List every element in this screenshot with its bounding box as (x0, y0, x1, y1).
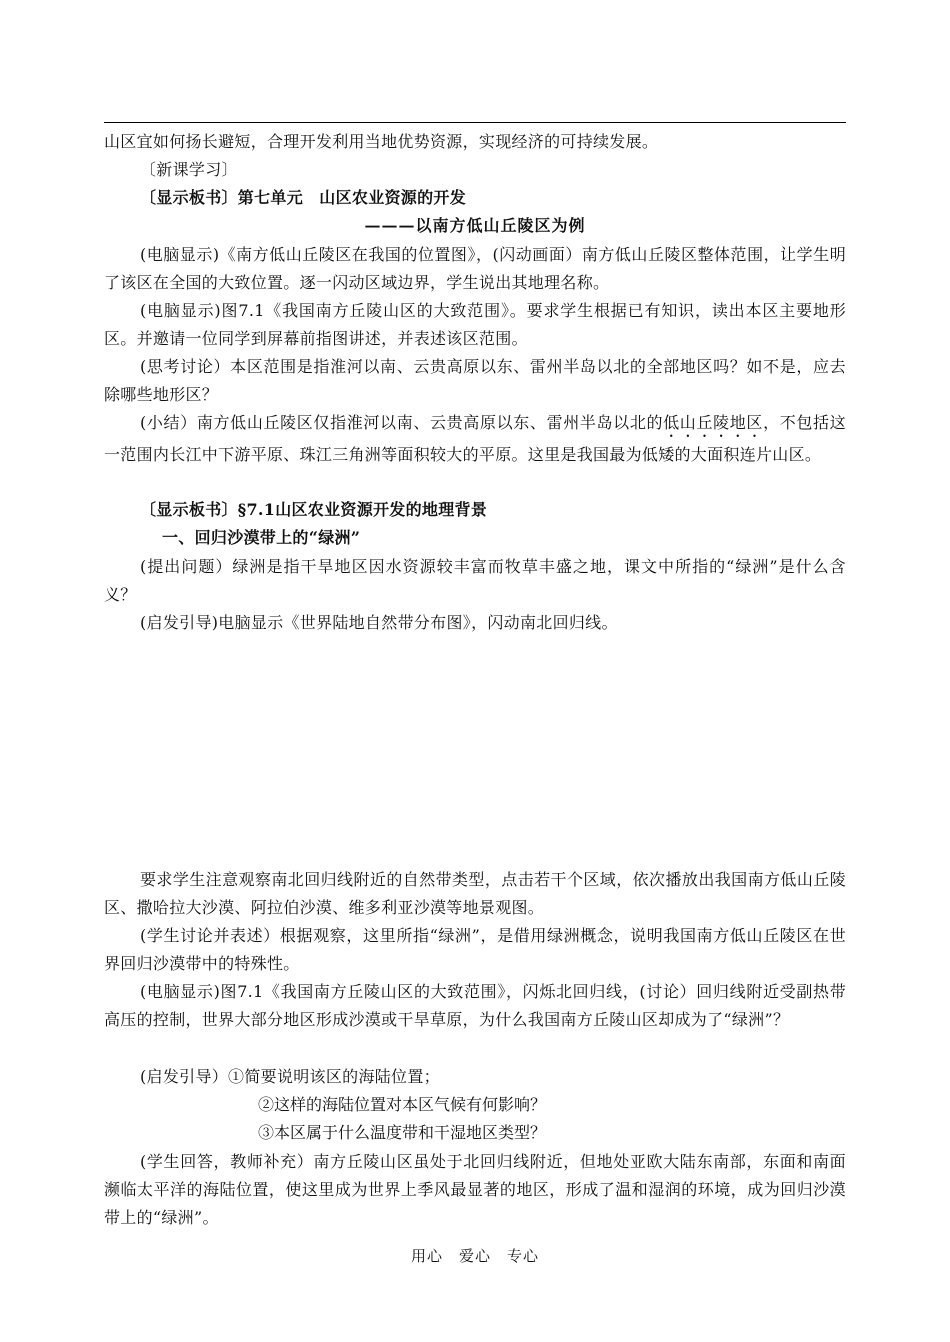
page-footer: 用心 爱心 专心 (410, 1247, 539, 1265)
paragraph-8: (学生讨论并表述）根据观察，这里所指“绿洲”，是借用绿洲概念，说明我国南方低山丘陵区在世界回归沙漠带中的特殊性。 (104, 926, 846, 973)
sub-heading: 一、回归沙漠带上的“绿洲” (162, 528, 361, 547)
paragraph-6: (启发引导)电脑显示《世界陆地自然带分布图》，闪动南北回归线。 (140, 613, 618, 632)
paragraph-7: 要求学生注意观察南北回归线附近的自然带类型，点击若干个区域，依次播放出我国南方低山丘陵区、撒哈拉大沙漠、阿拉伯沙漠、维多利亚沙漠等地景观图。 (104, 870, 846, 917)
emphasis-text: 低山丘陵地区 (663, 413, 764, 432)
header-rule (104, 122, 846, 123)
section-label: 〔新课学习〕 (140, 160, 238, 179)
question-3: ③本区属于什么温度带和干湿地区类型？ (258, 1123, 547, 1142)
board-heading: 〔显示板书〕§7.1山区农业资源开发的地理背景 (140, 500, 488, 519)
question-2: ②这样的海陆位置对本区气候有何影响？ (258, 1095, 547, 1114)
paragraph-3: (思考讨论）本区范围是指淮河以南、云贵高原以东、雷州半岛以北的全部地区吗？如不是，应去除哪些地形区？ (104, 357, 846, 404)
question-1: (启发引导）①简要说明该区的海陆位置； (140, 1067, 440, 1086)
paragraph-4-end: ，不包括这一范围内长江中下游平原、珠江三角洲等面积较大的平原。这里是我国最为低矮的大面积连片山区。 (104, 413, 846, 464)
unit-subtitle: ———以南方低山丘陵区为例 (364, 216, 586, 235)
intro-line: 山区宜如何扬长避短，合理开发利用当地优势资源，实现经济的可持续发展。 (104, 132, 659, 151)
paragraph-10: (学生回答，教师补充）南方丘陵山区虽处于北回归线附近，但地处亚欧大陆东南部，东面和南面濒临太平洋的海陆位置，使这里成为世界上季风最显著的地区，形成了温和湿润的环境，成为回归沙漠带上的“绿洲”。 (104, 1152, 846, 1227)
unit-title: 〔显示板书〕第七单元 山区农业资源的开发 (140, 188, 467, 207)
paragraph-2: (电脑显示)图7.1《我国南方丘陵山区的大致范围》。要求学生根据已有知识，读出本区主要地形区。并邀请一位同学到屏幕前指图讲述，并表述该区范围。 (104, 301, 846, 348)
paragraph-9: (电脑显示)图7.1《我国南方丘陵山区的大致范围》，闪烁北回归线，(讨论）回归线附近受副热带高压的控制，世界大部分地区形成沙漠或干旱草原，为什么我国南方丘陵山区却成为了“绿洲”？ (104, 982, 846, 1029)
paragraph-1: (电脑显示)《南方低山丘陵区在我国的位置图》，(闪动画面）南方低山丘陵区整体范围，让学生明了该区在全国的大致位置。逐一闪动区域边界，学生说出其地理名称。 (104, 245, 846, 292)
paragraph-4 (104, 409, 846, 469)
paragraph-5: (提出问题）绿洲是指干旱地区因水资源较丰富而牧草丰盛之地，课文中所指的“绿洲”是什么含义？ (104, 557, 846, 604)
paragraph-4-start: (小结）南方低山丘陵区仅指淮河以南、云贵高原以东、雷州半岛以北的 (140, 413, 664, 432)
